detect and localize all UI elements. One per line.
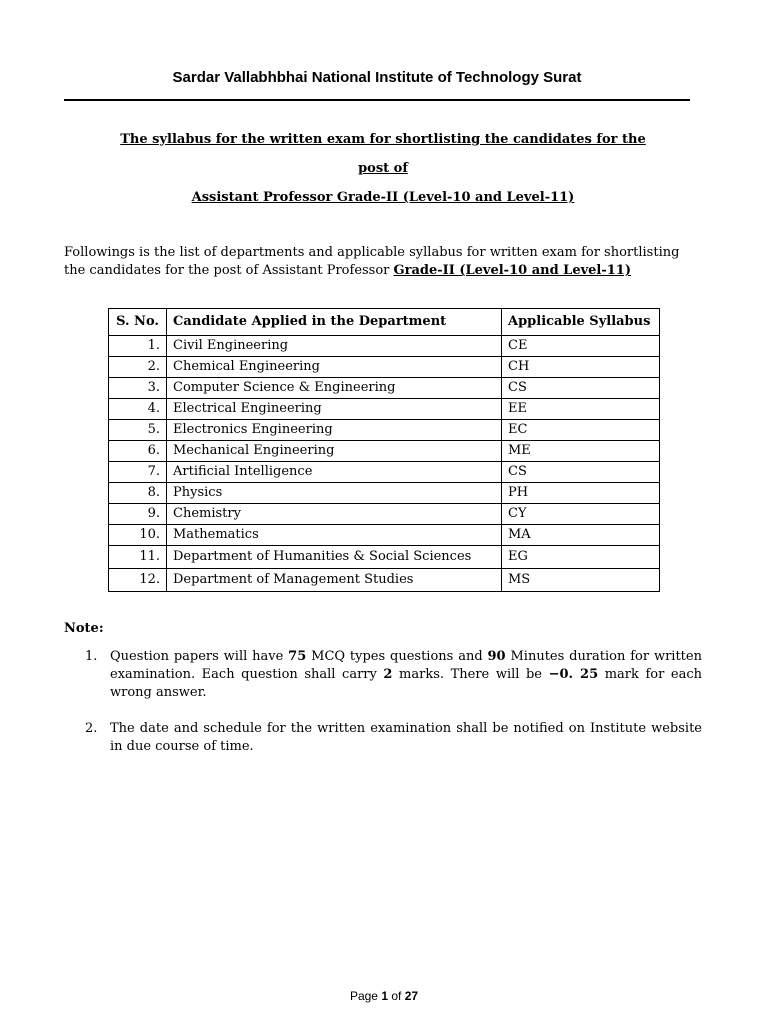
table-row (109, 357, 660, 378)
cell-sno: 1. (109, 336, 167, 357)
cell-syllabus: CS (502, 462, 660, 483)
total-page-count: 27 (404, 989, 419, 1003)
cell-syllabus: CY (502, 504, 660, 525)
current-page-number: 1 (381, 989, 388, 1003)
cell-department: Department of Humanities & Social Sciences (167, 546, 502, 569)
table-row (109, 525, 660, 546)
page-footer (0, 989, 768, 1003)
cell-syllabus: MS (502, 569, 660, 592)
cell-syllabus: EG (502, 546, 660, 569)
note-heading: Note: (64, 621, 104, 636)
cell-sno: 3. (109, 378, 167, 399)
intro-grade: Grade-II (Level-10 and Level-11) (393, 263, 631, 278)
intro-line-1: Followings is the list of departments and applicable syllabus for written exam for shortlisting (64, 245, 680, 260)
cell-department: Department of Management Studies (167, 569, 502, 592)
note-item-1-number: 1. (85, 649, 98, 664)
cell-syllabus: EE (502, 399, 660, 420)
cell-department: Chemistry (167, 504, 502, 525)
cell-syllabus: ME (502, 441, 660, 462)
note-item-1-text (110, 649, 702, 700)
table-row (109, 378, 660, 399)
cell-sno: 8. (109, 483, 167, 504)
cell-sno: 2. (109, 357, 167, 378)
table-row (109, 420, 660, 441)
table-row (109, 483, 660, 504)
cell-syllabus: CE (502, 336, 660, 357)
cell-department: Civil Engineering (167, 336, 502, 357)
cell-department: Chemical Engineering (167, 357, 502, 378)
institute-name: Sardar Vallabhbhai National Institute of Technology Surat (172, 69, 582, 86)
cell-department: Electrical Engineering (167, 399, 502, 420)
intro-line-2-prefix: the candidates for the post of Assistant Professor (64, 263, 394, 278)
syllabus-table (108, 308, 660, 592)
note-text: Question papers will have (110, 649, 289, 664)
header-department: Candidate Applied in the Department (167, 309, 502, 336)
table-row (109, 504, 660, 525)
title-line-1: The syllabus for the written exam for shortlisting the candidates for the (120, 132, 646, 147)
table-row (109, 399, 660, 420)
note-text: Minutes duration for written examination. Each question shall carry (110, 649, 702, 682)
cell-department: Electronics Engineering (167, 420, 502, 441)
cell-syllabus: CH (502, 357, 660, 378)
title-line-3: Assistant Professor Grade-II (Level-10 and Level-11) (191, 190, 575, 205)
table-row (109, 569, 660, 592)
cell-department: Mathematics (167, 525, 502, 546)
footer-middle: of (388, 989, 405, 1003)
cell-sno: 4. (109, 399, 167, 420)
cell-sno: 7. (109, 462, 167, 483)
cell-department: Physics (167, 483, 502, 504)
note-item-2-text: The date and schedule for the written examination shall be notified on Institute website in due course of time. (110, 721, 702, 754)
header-divider (64, 99, 690, 101)
table-row (109, 441, 660, 462)
cell-department: Artificial Intelligence (167, 462, 502, 483)
table-row (109, 336, 660, 357)
note-item-2 (64, 720, 702, 756)
title-line-2: post of (358, 161, 408, 176)
note-text: mark for each wrong answer. (110, 667, 702, 700)
cell-syllabus: MA (502, 525, 660, 546)
cell-sno: 5. (109, 420, 167, 441)
header-syllabus: Applicable Syllabus (502, 309, 660, 336)
intro-line-2 (64, 262, 714, 280)
table-row (109, 462, 660, 483)
marks-per-question: 2 (383, 667, 393, 682)
footer-prefix: Page (349, 989, 382, 1003)
cell-syllabus: CS (502, 378, 660, 399)
note-item-2-number: 2. (85, 721, 98, 736)
cell-sno: 10. (109, 525, 167, 546)
cell-sno: 12. (109, 569, 167, 592)
cell-syllabus: PH (502, 483, 660, 504)
intro-paragraph (64, 244, 714, 280)
cell-sno: 11. (109, 546, 167, 569)
duration-minutes: 90 (487, 649, 506, 664)
notes-list (64, 648, 702, 774)
table-row (109, 546, 660, 569)
note-text: MCQ types questions and (306, 649, 488, 664)
cell-sno: 9. (109, 504, 167, 525)
note-text: marks. There will be (392, 667, 549, 682)
note-item-1 (64, 648, 702, 702)
header-sno: S. No. (109, 309, 167, 336)
cell-department: Mechanical Engineering (167, 441, 502, 462)
cell-syllabus: EC (502, 420, 660, 441)
cell-department: Computer Science & Engineering (167, 378, 502, 399)
cell-sno: 6. (109, 441, 167, 462)
table-header-row (109, 309, 660, 336)
negative-mark: −0. 25 (548, 667, 599, 682)
question-count: 75 (288, 649, 307, 664)
